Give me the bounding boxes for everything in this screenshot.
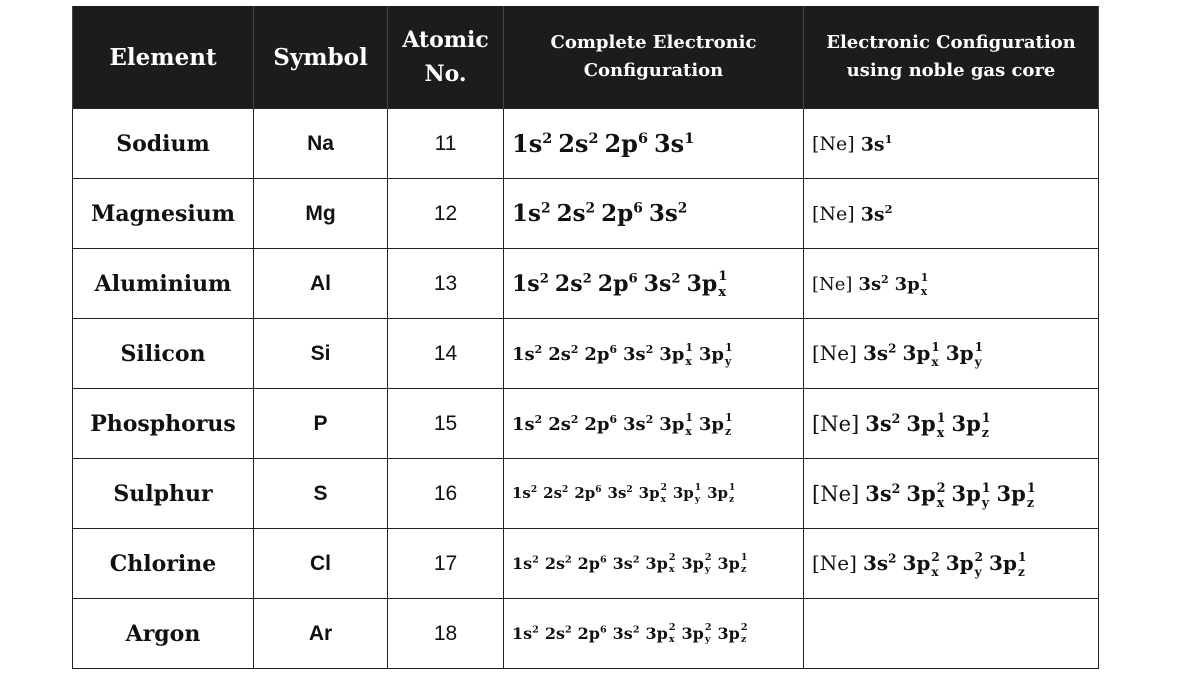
atomic-number-cell: 17	[388, 529, 504, 599]
symbol-cell: Na	[254, 109, 388, 179]
table-row	[73, 599, 1099, 669]
complete-configuration-cell: $1s^2$ $2s^2$ $2p^6$ $3s^2$ 3p 1 x 3p 1 y	[504, 319, 804, 389]
atomic-number-cell: 13	[388, 249, 504, 319]
symbol-cell: Mg	[254, 179, 388, 249]
table-row	[73, 529, 1099, 599]
header-row	[73, 6, 1099, 109]
complete-configuration-cell: $1s^2$ $2s^2$ $2p^6$ $3s^1$	[504, 109, 804, 179]
noble-gas-configuration-cell: [Ne] $3s^2$ 3p 1 x 3p 1 y	[804, 319, 1099, 389]
header-symbol: Symbol	[254, 6, 388, 109]
symbol-cell: Cl	[254, 529, 388, 599]
atomic-number-cell: 12	[388, 179, 504, 249]
noble-gas-configuration-cell: [Ne] $3s^2$	[804, 179, 1099, 249]
element-cell: Sodium	[73, 109, 254, 179]
table-row	[73, 109, 1099, 179]
element-cell: Aluminium	[73, 249, 254, 319]
header-complete-configuration: Complete Electronic Configuration	[504, 6, 804, 109]
electron-configuration-table	[72, 6, 1099, 669]
atomic-number-cell: 14	[388, 319, 504, 389]
atomic-number-cell: 16	[388, 459, 504, 529]
element-cell: Silicon	[73, 319, 254, 389]
symbol-cell: Al	[254, 249, 388, 319]
atomic-number-cell: 18	[388, 599, 504, 669]
element-cell: Chlorine	[73, 529, 254, 599]
symbol-cell: Si	[254, 319, 388, 389]
element-cell: Phosphorus	[73, 389, 254, 459]
complete-configuration-cell: $1s^2$ $2s^2$ $2p^6$ $3s^2$ 3p 2 x 3p 1 y 3p 1 z	[504, 459, 804, 529]
table-row	[73, 249, 1099, 319]
complete-configuration-cell: $1s^2$ $2s^2$ $2p^6$ $3s^2$ 3p 1 x 3p 1 z	[504, 389, 804, 459]
header-element: Element	[73, 6, 254, 109]
noble-gas-configuration-cell	[804, 599, 1099, 669]
header-noble-gas-configuration: Electronic Configuration using noble gas core	[804, 6, 1099, 109]
noble-gas-configuration-cell: [Ne] $3s^2$ 3p 2 x 3p 1 y 3p 1 z	[804, 459, 1099, 529]
noble-gas-configuration-cell: [Ne] $3s^1$	[804, 109, 1099, 179]
element-cell: Argon	[73, 599, 254, 669]
complete-configuration-cell: $1s^2$ $2s^2$ $2p^6$ $3s^2$ 3p 1 x	[504, 249, 804, 319]
element-cell: Sulphur	[73, 459, 254, 529]
noble-gas-configuration-cell: [Ne] $3s^2$ 3p 1 x 3p 1 z	[804, 389, 1099, 459]
table-row	[73, 459, 1099, 529]
complete-configuration-cell: $1s^2$ $2s^2$ $2p^6$ $3s^2$ 3p 2 x 3p 2 y 3p 2 z	[504, 599, 804, 669]
atomic-number-cell: 15	[388, 389, 504, 459]
symbol-cell: P	[254, 389, 388, 459]
complete-configuration-cell: $1s^2$ $2s^2$ $2p^6$ $3s^2$ 3p 2 x 3p 2 y 3p 1 z	[504, 529, 804, 599]
symbol-cell: Ar	[254, 599, 388, 669]
noble-gas-configuration-cell: [Ne] $3s^2$ 3p 1 x	[804, 249, 1099, 319]
noble-gas-configuration-cell: [Ne] $3s^2$ 3p 2 x 3p 2 y 3p 1 z	[804, 529, 1099, 599]
element-cell: Magnesium	[73, 179, 254, 249]
header-atomic-number: Atomic No.	[388, 6, 504, 109]
table-row	[73, 389, 1099, 459]
atomic-number-cell: 11	[388, 109, 504, 179]
table-row	[73, 179, 1099, 249]
symbol-cell: S	[254, 459, 388, 529]
complete-configuration-cell: $1s^2$ $2s^2$ $2p^6$ $3s^2$	[504, 179, 804, 249]
table-row	[73, 319, 1099, 389]
